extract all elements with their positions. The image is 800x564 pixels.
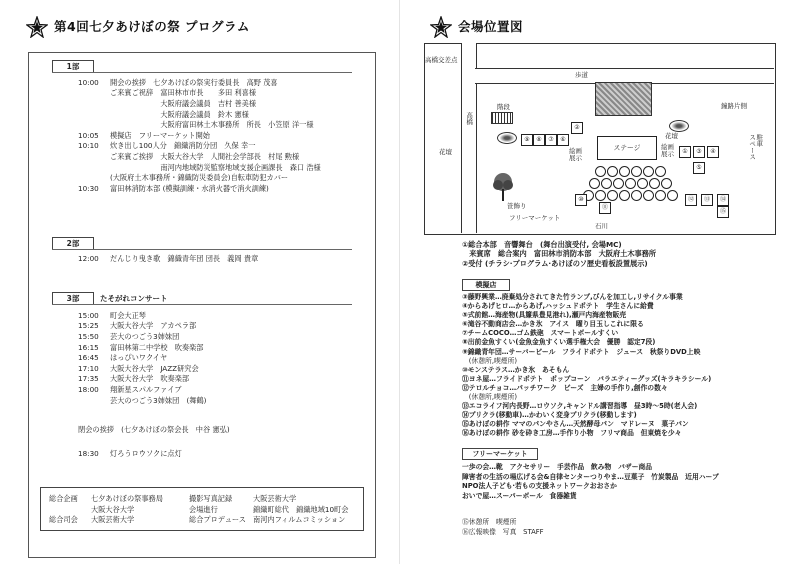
label-flower-bed: 花壇 [439, 148, 452, 156]
booth-entry: ⑪ヨネ屋…フライドポテト ポップコーン バラエティーグッズ(キラキラシール) [462, 374, 712, 383]
part1-item-text: ご来賓ご挨拶 大阪大谷大学 人間社会学部長 村尾 勲様 [110, 151, 300, 161]
extra-line-2: ⑯広報映像 写真 STAFF [462, 527, 544, 536]
part3-item-time: 15:25 [78, 321, 99, 331]
credits-col-3 [189, 494, 246, 526]
credit-col2-entry: 七夕あけぼの祭事務局 [91, 494, 163, 503]
part3-item-time: 16:45 [78, 353, 99, 363]
booth-entry: ⑧出前金魚すくい(金魚金魚すくい選手権大会 優勝 認定7段) [462, 338, 656, 347]
credits-box [40, 487, 364, 531]
booth-entry: ③藤野興業…廃棄処分されてきた竹ランプ,びんを加工し,リサイクル事業 [462, 293, 683, 301]
part3-item-text: 町会大正琴 [110, 310, 146, 320]
info-line-3: ②受付 (チラシ·プログラム·あけぼのソ歴史看板設置展示) [462, 258, 648, 268]
part3-item-text: 大阪大谷大学 JAZZ研究会 [110, 363, 199, 373]
label-ishikawa: 石川 [595, 222, 608, 230]
audience-seat [643, 190, 654, 201]
part3-label: 3部 [52, 292, 94, 305]
booth-entry: ⑥滝谷不動商店会…かき氷 アイス 曜り目玉しこれに限る [462, 320, 644, 329]
credit-col2-entry: 大阪大谷大学 [91, 504, 135, 514]
booth-entry: ⑬エコライフ河内長野…ロウソク,キャンドル講習指導 昼3時～5時(老人会) [462, 402, 698, 411]
booth-marker-8: ⑧ [533, 134, 545, 146]
audience-seat [619, 190, 630, 201]
lantern-block [78, 448, 358, 459]
part2-label: 2部 [52, 237, 94, 250]
booth-entry: ⑩モンステラス…かき氷 あそもん [462, 365, 570, 374]
credit-col4-entry: 大阪芸術大学 [253, 494, 297, 503]
credit-col4-entry: 南河内フィルムコミッション [253, 515, 346, 524]
booth-marker-4: ④ [707, 146, 719, 158]
credit-col2-entry: 大阪芸術大学 [91, 515, 135, 524]
credit-col4-entry: 錦織町総代 錦織地域10町会 [253, 504, 349, 514]
credit-col3-entry: 会場進行 [189, 504, 218, 514]
booth-entry: ⑭プリクラ(移動車)…かわいく変身プリクラ(移動します) [462, 411, 637, 420]
part1-item-row [78, 172, 358, 183]
label-kouya: 高橋交差点 [425, 56, 458, 64]
part3-divider [52, 304, 352, 305]
booth-entry: (休憩所,喫煙所) [462, 356, 518, 365]
booth-marker-15: ⑮ [717, 206, 729, 218]
booth-marker-3: ③ [693, 146, 705, 158]
booth-list [462, 293, 711, 439]
booth-marker-13: ⑬ [701, 194, 713, 206]
credits-col-4 [253, 494, 348, 526]
flea-section-label: フリーマーケット [462, 448, 538, 460]
credits-col-2 [91, 494, 163, 526]
booth-marker-6: ⑥ [557, 134, 569, 146]
label-parking: 鐘路片側 [721, 102, 747, 110]
part1-item-row [78, 130, 358, 141]
part3-item-row [78, 395, 358, 406]
audience-seat [649, 178, 660, 189]
part1-divider [52, 72, 352, 73]
info-line-2: 来賓席 総合案内 富田林市消防本部 大阪府土木事務所 [462, 249, 657, 259]
concert-heading: たそがれコンサート [100, 294, 168, 303]
label-painting-2: 絵画 展示 [661, 143, 674, 159]
flea-entry: 障害者の生活の場広げる会&自律センターつりやま…豆菓子 竹炭製品 近用ハーブ [462, 472, 719, 481]
label-stairs: 階段 [497, 103, 510, 111]
audience-seat [619, 166, 630, 177]
closing-text: 閉会の挨拶 (七夕あけぼの祭会長 中谷 憲弘) [78, 424, 230, 434]
part3-item-time: 15:50 [78, 331, 99, 341]
part3-item-row [78, 321, 358, 332]
star-icon [430, 16, 452, 38]
booth-entry: ⑫テロルチョコ…パッチワーク ビーズ 主婦の手作り,創作の数々 [462, 383, 668, 392]
part3-item-text: 大阪大谷大学 吹奏楽部 [110, 374, 190, 384]
part1-item-time: 10:10 [78, 141, 99, 151]
label-flower-bed-2: 花壇 [665, 132, 678, 140]
part2-schedule [78, 253, 358, 264]
part3-item-text: 富田林第二中学校 吹奏楽部 [110, 342, 204, 352]
stage: ステージ [597, 136, 657, 160]
part1-item-row [78, 88, 358, 99]
audience-seat [655, 166, 666, 177]
credit-col1-entry: 総合企画 [49, 494, 78, 503]
part2-item-text: だんじり曳き歌 錦織青年団 団長 義岡 貴章 [110, 253, 259, 263]
program-title: 第4回七夕あけぼの祭 プログラム [54, 19, 250, 35]
part1-label: 1部 [52, 60, 94, 73]
label-painting-1: 絵画 展示 [569, 147, 582, 163]
label-bamboo: 笹飾り [507, 202, 527, 210]
booth-entry: ④からあげヒロ…からあげ,ハッシュドポテト 学生さんに給費 [462, 302, 654, 311]
part3-item-time: 16:15 [78, 342, 99, 352]
booth-marker-1: ① [679, 146, 691, 158]
part3-schedule [78, 310, 358, 405]
part1-item-row [78, 162, 358, 173]
venue-map [424, 43, 776, 235]
extra-list [462, 518, 544, 537]
audience-seat [595, 166, 606, 177]
flower-bed-right [669, 120, 689, 132]
label-flea-market: フリーマーケット [509, 214, 561, 222]
part1-schedule [78, 77, 358, 194]
part1-item-row [78, 183, 358, 194]
star-icon [26, 16, 48, 38]
part1-item-row [78, 119, 358, 130]
booth-marker-9: ⑨ [521, 134, 533, 146]
info-line-1: ①総合本部 音響舞台 (舞台出演受付, 会場MC) [462, 240, 622, 249]
audience-seat [637, 178, 648, 189]
booth-entry: (休憩所,喫煙所) [462, 393, 518, 402]
part1-item-time: 10:30 [78, 183, 99, 193]
part3-item-row [78, 310, 358, 321]
part1-item-text: 模擬店 フリーマーケット開始 [110, 130, 210, 140]
extra-line-1: ⑮休憩所 喫煙所 [462, 518, 517, 526]
part1-item-text: 大阪府議会議員 鈴木 憲様 [110, 109, 249, 119]
flower-bed-left [497, 132, 517, 144]
audience-seat [595, 190, 606, 201]
part1-item-text: ご来賓ご祝辞 富田林市市長 多田 利喜様 [110, 88, 257, 98]
audience-seat [655, 190, 666, 201]
part1-item-text: 炊き出し100人分 錦織消防分団 久保 幸一 [110, 141, 256, 151]
audience-seat [607, 190, 618, 201]
part3-item-text: はっぴいワクイヤ [110, 353, 168, 363]
building-photo [595, 82, 652, 116]
credit-col3-entry: 撮影写真記録 [189, 494, 233, 503]
part3-item-row [78, 363, 358, 374]
part3-item-row [78, 374, 358, 385]
part1-item-row [78, 98, 358, 109]
flea-entry: 一歩の会…靴 アクセサリー 手芸作品 飲み物 バザー商品 [462, 463, 653, 471]
flea-entry: おいで屋…スーパーボール 食器雑貨 [462, 491, 577, 500]
audience-seat [631, 166, 642, 177]
credits-col-1 [49, 494, 78, 526]
part3-item-text: 翔新星スパルファイブ [110, 384, 182, 394]
part3-item-row [78, 352, 358, 363]
stairs-graphic [491, 112, 513, 124]
part1-item-text: 大阪府富田林土木事務所 所長 小笠原 洋一様 [110, 120, 314, 130]
part1-item-row [78, 109, 358, 120]
audience-seat [589, 178, 600, 189]
booth-entry: ⑤式前館…海産物(具簾県豊見港れ),瀬戸内海産物販売 [462, 311, 627, 320]
part1-item-time: 10:00 [78, 77, 99, 87]
booth-entry: ⑨錦織青年団…サーバービール フライドポテト ジュース 秋祭りDVD上映 [462, 347, 701, 356]
part3-item-time: 18:00 [78, 384, 99, 394]
venue-title: 会場位置図 [458, 19, 524, 35]
booth-marker-2: ② [571, 122, 583, 134]
booth-marker-12: ⑫ [685, 194, 697, 206]
booth-section-label: 模擬店 [462, 279, 510, 291]
venue-title-row [430, 16, 523, 38]
booth-marker-11: ⑪ [599, 202, 611, 214]
venue-page [400, 0, 800, 564]
part3-item-row [78, 342, 358, 353]
label-sidewalk: 歩道 [575, 71, 588, 79]
part3-item-text: 芸大のつごう3姉妹団 (舞鶴) [110, 395, 207, 405]
label-takahashi: 高橋 [465, 112, 474, 125]
booth-marker-10: ⑩ [575, 194, 587, 206]
lantern-time: 18:30 [78, 448, 99, 458]
part1-item-row [78, 151, 358, 162]
booth-marker-14: ⑭ [717, 194, 729, 206]
part1-item-text: 富田林消防本部 (模擬訓練・水消火器で消火訓練) [110, 183, 269, 193]
part2-divider [52, 249, 352, 250]
part1-item-text: (大阪府土木事務所・錦織防災委員会)自転車防犯カバー [110, 173, 289, 183]
part1-item-text: 大阪府議会議員 吉村 善美様 [110, 98, 257, 108]
flea-list [462, 463, 719, 501]
booth-entry: ⑮あけぼの耕作 ママのパンやさん…天然酵母パン マドレーヌ 菓子パン [462, 420, 689, 429]
part1-item-row [78, 141, 358, 152]
part1-item-text: 開会の挨拶 七夕あけぼの祭実行委員長 高野 茂喜 [110, 77, 278, 87]
part1-item-text: 南河内地域防災監察地域支援企画課長 森口 浩様 [110, 162, 321, 172]
bamboo-tree-icon [491, 172, 515, 202]
booth-entry: ⑦チームCOCO…ゴム鉄砲 スマートボールすくい [462, 329, 619, 338]
credit-col1-entry: 総合司会 [49, 515, 78, 524]
closing-block [78, 424, 358, 435]
flea-entry: NPO法人子ども·若もの支援ネットワークおおさか [462, 482, 617, 491]
booth-marker-5: ⑤ [693, 162, 705, 174]
booth-marker-7: ⑦ [545, 134, 557, 146]
headquarters-info [462, 240, 656, 268]
label-bicycle: 駐車 スペース [748, 134, 764, 160]
audience-seat [631, 190, 642, 201]
part3-item-time: 15:00 [78, 310, 99, 320]
part3-item-text: 大阪大谷大学 アカペラ部 [110, 321, 197, 331]
part3-item-time: 17:35 [78, 374, 99, 384]
part2-item-row [78, 253, 358, 264]
audience-seat [667, 190, 678, 201]
credit-col3-entry: 総合プロデュース [189, 515, 246, 524]
credit-col1-entry [49, 505, 78, 516]
program-title-row [26, 16, 250, 38]
part1-item-row [78, 77, 358, 88]
audience-seat [613, 178, 624, 189]
part2-item-time: 12:00 [78, 253, 99, 263]
part3-item-row [78, 384, 358, 395]
part3-item-time: 17:10 [78, 363, 99, 373]
booth-entry: ⑯あけぼの耕作 砂を砕き工房…手作り小物 フリマ商品 但東焼を少々 [462, 429, 682, 438]
audience-seat [601, 178, 612, 189]
part3-item-row [78, 331, 358, 342]
audience-seat [643, 166, 654, 177]
lantern-text: 灯ろうロウソクに点灯 [110, 448, 182, 458]
part1-item-time: 10:05 [78, 130, 99, 140]
audience-seat [607, 166, 618, 177]
audience-seat [661, 178, 672, 189]
part3-item-text: 芸大のつごう3姉妹団 [110, 331, 180, 341]
audience-seat [625, 178, 636, 189]
